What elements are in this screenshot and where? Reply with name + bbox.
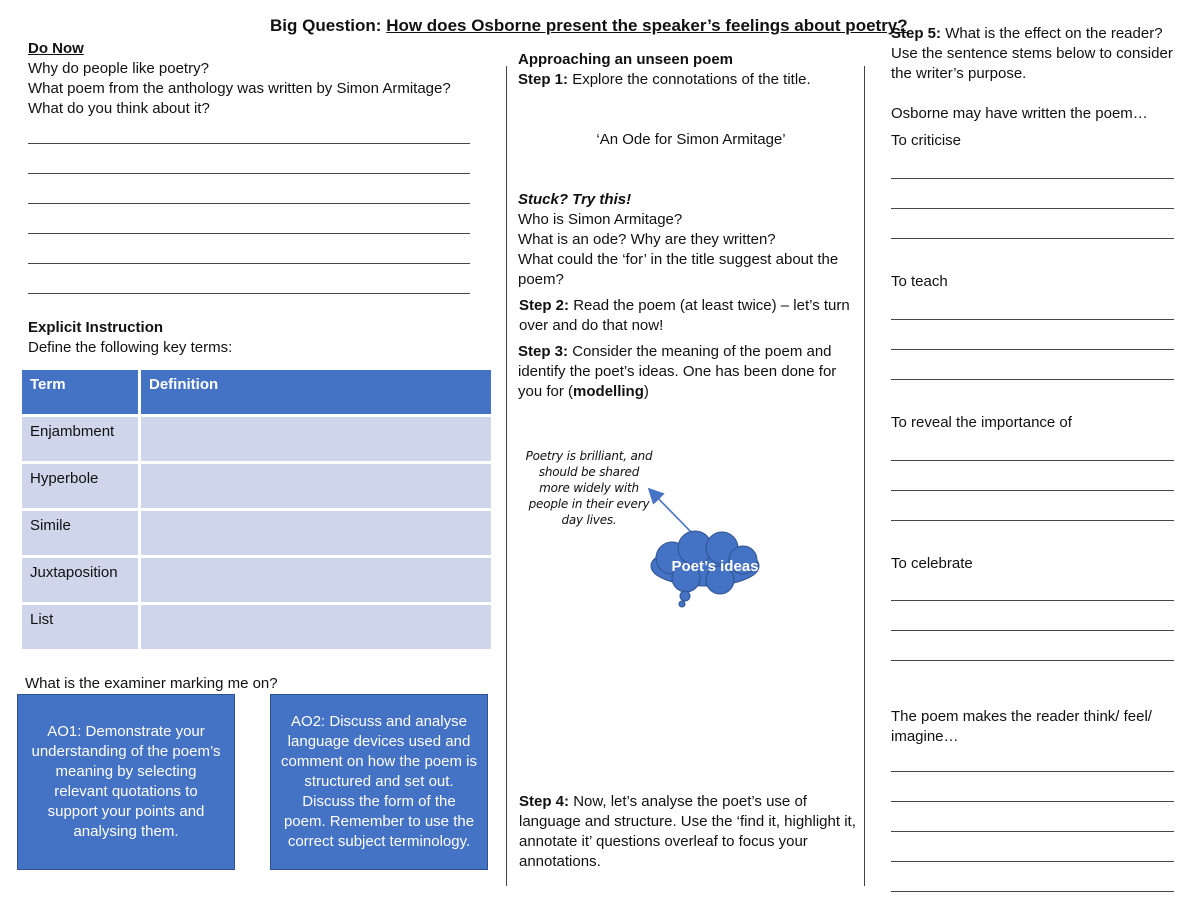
answer-line[interactable] xyxy=(891,208,1174,209)
stuck-question: What could the ‘for’ in the title suggest about the poem? xyxy=(518,251,839,288)
answer-line[interactable] xyxy=(891,460,1174,461)
definition-cell[interactable] xyxy=(141,605,491,649)
step-3-text: Consider the meaning of the poem and identify the poet’s ideas. One has been done for you for ( xyxy=(518,343,837,400)
answer-line[interactable] xyxy=(891,238,1174,239)
step-5-text: What is the effect on the reader? Use the sentence stems below to consider the writer’s purpose. xyxy=(891,25,1173,82)
step-4 xyxy=(519,792,859,872)
do-now-title: Do Now xyxy=(28,40,84,57)
ao1-text: AO1: Demonstrate your understanding of the poem’s meaning by selecting relevant quotations to support your points and analysing them. xyxy=(31,723,221,840)
step-3-text-end: ) xyxy=(643,383,649,400)
answer-line[interactable] xyxy=(28,173,470,174)
answer-line[interactable] xyxy=(891,771,1174,772)
ao1-box xyxy=(17,694,235,870)
step-2 xyxy=(519,296,861,336)
column-divider xyxy=(864,66,865,886)
answer-line[interactable] xyxy=(28,263,470,264)
big-question-prefix: Big Question: xyxy=(270,16,382,35)
answer-line[interactable] xyxy=(891,831,1174,832)
answer-line[interactable] xyxy=(891,520,1174,521)
step-5 xyxy=(891,24,1187,84)
step-3 xyxy=(518,342,858,402)
do-now-questions xyxy=(28,59,488,119)
do-now-question: What do you think about it? xyxy=(28,100,210,117)
step-3-label: Step 3: xyxy=(518,343,569,360)
step-2-label: Step 2: xyxy=(519,297,570,314)
do-now-question: Why do people like poetry? xyxy=(28,60,209,77)
stuck-question: What is an ode? Why are they written? xyxy=(518,231,776,248)
step-1-label: Step 1: xyxy=(518,71,569,88)
handwritten-idea: Poetry is brilliant, and should be shared more widely with people in their every day lives. xyxy=(525,449,653,527)
definition-cell[interactable] xyxy=(141,417,491,461)
answer-line[interactable] xyxy=(28,143,470,144)
table-header-definition: Definition xyxy=(141,370,491,414)
table-term: Simile xyxy=(22,511,138,555)
explicit-title: Explicit Instruction xyxy=(28,319,164,336)
answer-line[interactable] xyxy=(891,349,1174,350)
big-question xyxy=(270,16,908,36)
step-1-text: Explore the connotations of the title. xyxy=(572,71,811,88)
answer-line[interactable] xyxy=(891,319,1174,320)
column-divider xyxy=(506,66,507,886)
stem-label: To teach xyxy=(891,273,948,290)
table-term: Hyperbole xyxy=(22,464,138,508)
ao2-text: AO2: Discuss and analyse language devices used and comment on how the poem is structured and set out. Discuss the form of the poem. Remember to use the correct subject terminology. xyxy=(281,713,477,850)
table-term: Juxtaposition xyxy=(22,558,138,602)
answer-line[interactable] xyxy=(891,178,1174,179)
poem-title: ‘An Ode for Simon Armitage’ xyxy=(596,131,786,148)
step-4-text: Now, let’s analyse the poet’s use of language and structure. Use the ‘find it, highlight it, annotate it’ questions overleaf to focus your annotations. xyxy=(519,793,856,870)
stuck-title: Stuck? Try this! xyxy=(518,191,632,208)
step-5-label: Step 5: xyxy=(891,25,942,42)
answer-line[interactable] xyxy=(28,233,470,234)
table-term: Enjambment xyxy=(22,417,138,461)
definition-cell[interactable] xyxy=(141,464,491,508)
step-2-text: Read the poem (at least twice) – let’s turn over and do that now! xyxy=(519,297,850,334)
answer-line[interactable] xyxy=(28,203,470,204)
examiner-question: What is the examiner marking me on? xyxy=(25,675,278,692)
answer-line[interactable] xyxy=(891,891,1174,892)
final-prompt: The poem makes the reader think/ feel/ imagine… xyxy=(891,708,1152,745)
table-term: List xyxy=(22,605,138,649)
answer-line[interactable] xyxy=(891,861,1174,862)
cloud-label: Poet’s ideas xyxy=(671,558,759,575)
answer-line[interactable] xyxy=(891,660,1174,661)
stem-label: To celebrate xyxy=(891,555,973,572)
answer-line[interactable] xyxy=(891,600,1174,601)
stem-label: To criticise xyxy=(891,132,962,149)
definition-cell[interactable] xyxy=(141,511,491,555)
explicit-prompt: Define the following key terms: xyxy=(28,339,233,356)
arrow xyxy=(650,490,693,534)
idea-diagram xyxy=(600,470,780,615)
big-question-text: How does Osborne present the speaker’s feelings about poetry? xyxy=(386,16,908,35)
answer-line[interactable] xyxy=(891,490,1174,491)
ao2-box xyxy=(270,694,488,870)
stem-intro: Osborne may have written the poem… xyxy=(891,105,1148,122)
unseen-poem-title: Approaching an unseen poem xyxy=(518,51,734,68)
step-3-bold: modelling xyxy=(573,383,644,400)
definition-cell[interactable] xyxy=(141,558,491,602)
stem-label: To reveal the importance of xyxy=(891,414,1072,431)
answer-line[interactable] xyxy=(28,293,470,294)
answer-line[interactable] xyxy=(891,379,1174,380)
stuck-questions xyxy=(518,210,858,290)
stuck-question: Who is Simon Armitage? xyxy=(518,211,683,228)
step-1 xyxy=(518,70,858,90)
do-now-question: What poem from the anthology was written by Simon Armitage? xyxy=(28,80,451,97)
step-4-label: Step 4: xyxy=(519,793,570,810)
answer-line[interactable] xyxy=(891,801,1174,802)
answer-line[interactable] xyxy=(891,630,1174,631)
table-header-term: Term xyxy=(22,370,138,414)
